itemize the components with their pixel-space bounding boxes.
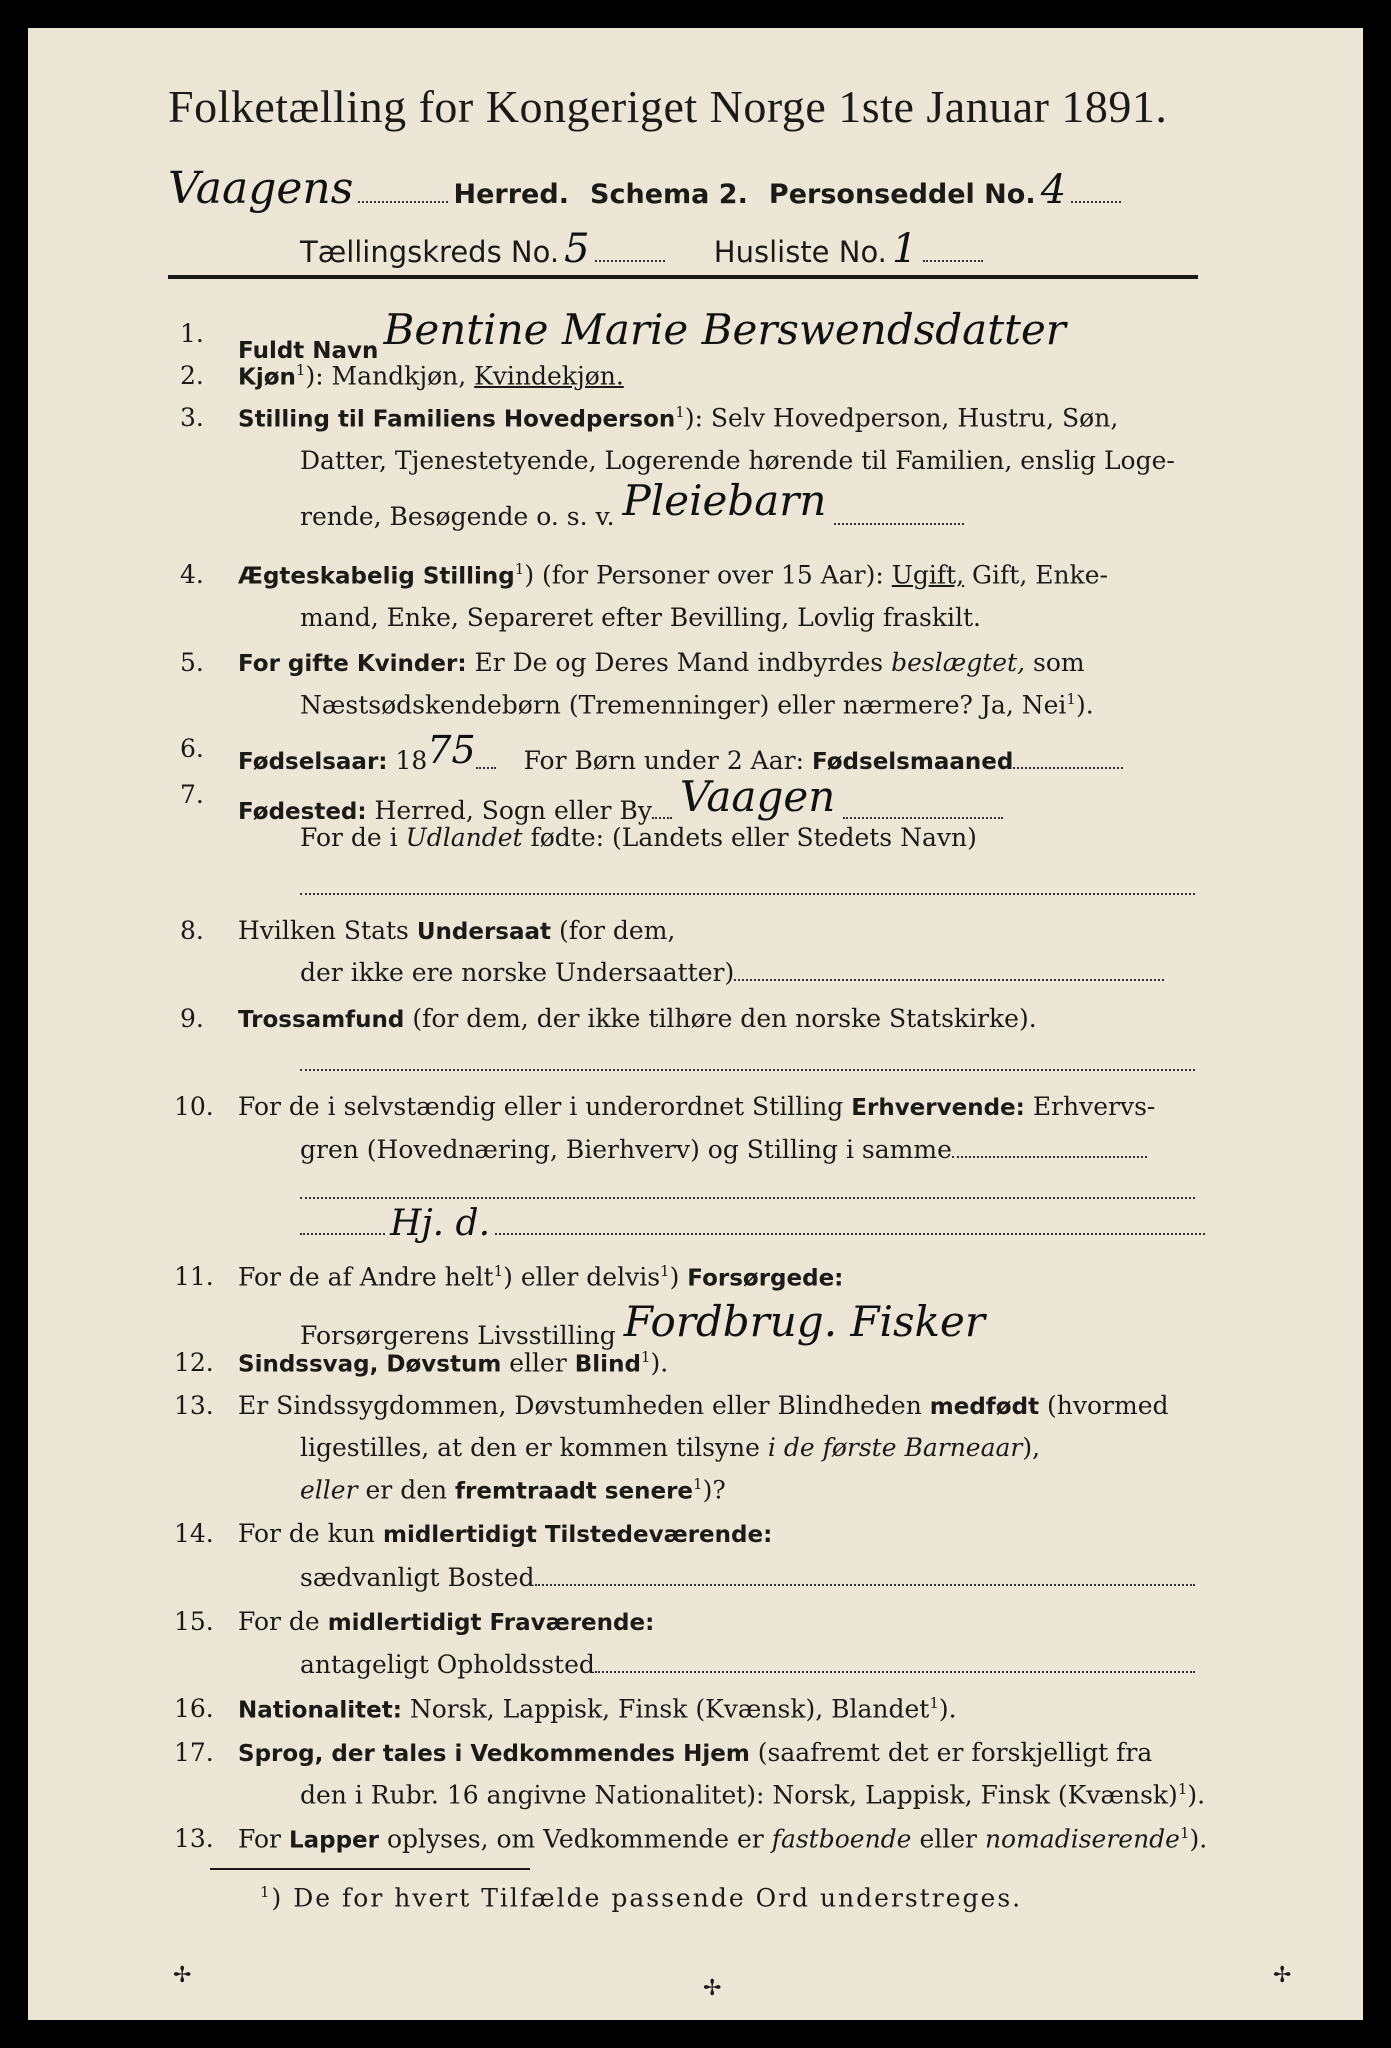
field-3-line1: Stilling til Familiens Hovedperson$^1$): Selv Hovedperson, Hustru, Søn, xyxy=(238,403,1119,433)
temporary-present-label: midlertidigt Tilstedeværende: xyxy=(382,1522,773,1548)
field-14-line1: For de kun midlertidigt Tilstedeværende: xyxy=(238,1519,773,1548)
field-2: Kjøn$^1$): Mandkjøn, Kvindekjøn. xyxy=(238,361,624,391)
field-5-line1: For gifte Kvinder: Er De og Deres Mand indbyrdes beslægtet, som xyxy=(238,648,1085,677)
field-10-blank-line xyxy=(300,1196,1195,1199)
corner-mark-center: ✢ xyxy=(703,1976,722,2001)
field-7-line2: For de i Udlandet fødte: (Landets eller Stedets Navn) xyxy=(300,823,977,852)
field-15-line1: For de midlertidigt Fraværende: xyxy=(238,1607,655,1636)
supporter-occupation-value: Fordbrug. Fisker xyxy=(623,1297,985,1346)
field-18: For Lapper oplyses, om Vedkommende er fastboende eller nomadiserende$^1$). xyxy=(238,1824,1208,1854)
field-4-line1: Ægteskabelig Stilling$^1$) (for Personer over 15 Aar): Ugift, Gift, Enke- xyxy=(238,560,1108,590)
birth-year-value: 75 xyxy=(427,728,476,772)
kreds-row xyxy=(300,226,983,272)
full-name-value: Bentine Marie Berswendsdatter xyxy=(383,305,1066,354)
marital-label: Ægteskabelig Stilling xyxy=(238,563,515,590)
field-13-line3: eller er den fremtraadt senere$^1$)? xyxy=(300,1475,726,1505)
family-position-value: Pleiebarn xyxy=(622,476,827,525)
field-10-line4 xyxy=(300,1203,1205,1244)
field-11-num: 11. xyxy=(174,1262,214,1291)
field-11-line1: For de af Andre helt$^1$) eller delvis$^1$) Forsørgede: xyxy=(238,1262,844,1292)
field-5-num: 5. xyxy=(180,648,204,677)
field-5-line2: Næstsødskendebørn (Tremenninger) eller nærmere? Ja, Nei$^1$). xyxy=(300,690,1094,720)
marital-selected: Ugift, xyxy=(891,560,965,590)
field-14-num: 14. xyxy=(174,1519,214,1548)
field-13-num: 13. xyxy=(174,1391,214,1420)
schema-label: Schema 2. xyxy=(590,179,748,210)
field-7-blank-line xyxy=(300,892,1195,895)
kreds-value: 5 xyxy=(564,226,590,272)
gender-label: Kjøn xyxy=(238,364,296,391)
field-10-line2: gren (Hovednæring, Bierhverv) og Stilling i samme xyxy=(300,1135,1147,1164)
field-3-line2: Datter, Tjenestetyende, Logerende hørende til Familien, enslig Loge- xyxy=(300,446,1175,475)
married-women-label: gifte Kvinder: xyxy=(287,651,467,677)
field-1-num: 1. xyxy=(180,319,204,348)
footnote: $^1$) De for hvert Tilfælde passende Ord understreges. xyxy=(260,1883,1023,1913)
field-17-line2: den i Rubr. 16 angivne Nationalitet): Norsk, Lappisk, Finsk (Kvænsk)$^1$). xyxy=(300,1780,1206,1810)
field-12: Sindssvag, Døvstum eller Blind$^1$). xyxy=(238,1348,669,1378)
birth-year-label: Fødselsaar: xyxy=(238,749,388,775)
field-3-num: 3. xyxy=(180,403,204,432)
field-9: Trossamfund (for dem, der ikke tilhøre den norske Statskirke). xyxy=(238,1004,1037,1033)
field-8-num: 8. xyxy=(180,916,204,945)
field-7-line1: Fødested: Herred, Sogn eller By Vaagen xyxy=(238,780,1003,829)
field-2-num: 2. xyxy=(180,361,204,390)
disability-label: Sindssvag, Døvstum xyxy=(238,1351,502,1378)
personseddel-label: Personseddel No. xyxy=(768,179,1036,210)
herred-row xyxy=(168,163,1121,214)
husliste-label: Husliste No. xyxy=(713,235,887,269)
birthplace-value: Vaagen xyxy=(679,772,836,821)
field-15-line2: antageligt Opholdssted xyxy=(300,1650,1195,1679)
birth-month-label: Fødselsmaaned xyxy=(811,749,1014,775)
header-rule xyxy=(168,275,1198,279)
family-position-label: Stilling til Familiens Hovedperson xyxy=(238,406,676,433)
field-9-num: 9. xyxy=(180,1004,204,1033)
field-15-num: 15. xyxy=(174,1607,214,1636)
subject-label: Undersaat xyxy=(416,919,552,945)
census-form xyxy=(28,28,1363,2020)
footnote-rule xyxy=(210,1868,530,1870)
field-6-num: 6. xyxy=(180,734,204,763)
husliste-value: 1 xyxy=(891,226,918,272)
field-16-num: 16. xyxy=(174,1694,214,1723)
field-4-num: 4. xyxy=(180,560,204,589)
kreds-label: Tællingskreds No. xyxy=(300,235,560,269)
language-label: Sprog, der tales i Vedkommendes Hjem xyxy=(238,1741,750,1767)
field-13-line2: ligestilles, at den er kommen tilsyne i de første Barneaar), xyxy=(300,1433,1041,1462)
corner-mark-left: ✢ xyxy=(173,1963,192,1988)
field-13-line1: Er Sindssygdommen, Døvstumheden eller Blindheden medfødt (hvormed xyxy=(238,1391,1169,1420)
field-3-line3: rende, Besøgende o. s. v. Pleiebarn xyxy=(300,486,964,535)
field-6: Fødselsaar: 1875 For Børn under 2 Aar: Fødselsmaaned xyxy=(238,734,1123,778)
field-8-line1: Hvilken Stats Undersaat (for dem, xyxy=(238,916,676,945)
lapps-label: Lapper xyxy=(288,1827,379,1854)
field-9-blank-line xyxy=(300,1068,1195,1071)
field-7-num: 7. xyxy=(180,780,204,809)
field-17-line1: Sprog, der tales i Vedkommendes Hjem (saafremt det er forskjelligt fra xyxy=(238,1738,1153,1767)
form-title: Folketælling for Kongeriget Norge 1ste Januar 1891. xyxy=(168,81,1168,132)
religion-label: Trossamfund xyxy=(238,1007,405,1033)
personseddel-value: 4 xyxy=(1040,167,1067,213)
field-8-line2: der ikke ere norske Undersaatter) xyxy=(300,958,1164,987)
field-10-line1: For de i selvstændig eller i underordnet Stilling Erhvervende: Erhvervs- xyxy=(238,1092,1156,1121)
field-14-line2: sædvanligt Bosted xyxy=(300,1563,1195,1592)
nationality-label: Nationalitet: xyxy=(238,1697,402,1724)
field-10-num: 10. xyxy=(174,1092,214,1121)
field-16: Nationalitet: Norsk, Lappisk, Finsk (Kvænsk), Blandet$^1$). xyxy=(238,1694,957,1724)
herred-label: Herred. xyxy=(453,179,569,210)
birthplace-label: Fødested: xyxy=(238,799,367,825)
field-17-num: 17. xyxy=(174,1738,214,1767)
corner-mark-right: ✢ xyxy=(1273,1963,1292,1988)
congenital-label: medfødt xyxy=(929,1394,1040,1420)
occupation-label: Erhvervende: xyxy=(851,1095,1025,1121)
temporary-absent-label: midlertidigt Fraværende: xyxy=(327,1610,655,1636)
field-11-line2: Forsørgerens Livsstilling Fordbrug. Fisker xyxy=(300,1297,985,1350)
herred-value: Vaagens xyxy=(168,163,354,214)
gender-selected: Kvindekjøn. xyxy=(474,361,624,391)
occupation-value: Hj. d. xyxy=(390,1203,491,1244)
field-18-num: 13. xyxy=(174,1824,214,1853)
supported-label: Forsørgede: xyxy=(687,1265,844,1292)
field-12-num: 12. xyxy=(174,1348,214,1377)
full-name-label: Fuldt Navn xyxy=(238,338,379,364)
field-4-line2: mand, Enke, Separeret efter Bevilling, Lovlig fraskilt. xyxy=(300,603,981,632)
